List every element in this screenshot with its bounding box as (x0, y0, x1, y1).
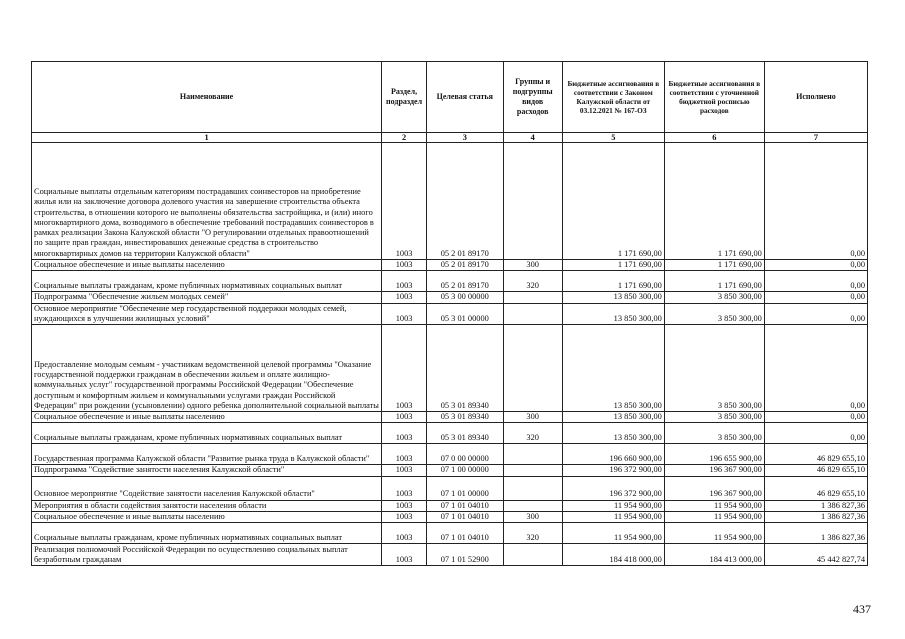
page-number: 437 (853, 602, 871, 616)
row-expense-group: 320 (503, 523, 562, 544)
header-name: Наименование (32, 62, 382, 133)
table-body (32, 143, 868, 566)
row-expense-group (503, 143, 562, 260)
table-row (32, 465, 868, 476)
row-law-allocation: 196 660 900,00 (562, 444, 664, 465)
row-executed: 0,00 (764, 423, 867, 444)
column-number: 5 (562, 133, 664, 143)
row-expense-group (503, 325, 562, 412)
row-target-article: 07 1 01 00000 (427, 476, 504, 500)
table-row (32, 412, 868, 423)
row-target-article: 05 3 01 89340 (427, 423, 504, 444)
table-row (32, 303, 868, 325)
row-refined-allocation: 196 655 900,00 (664, 444, 764, 465)
row-executed: 0,00 (764, 325, 867, 412)
column-number: 2 (382, 133, 427, 143)
row-executed: 0,00 (764, 303, 867, 325)
row-refined-allocation: 11 954 900,00 (664, 500, 764, 511)
table-row (32, 260, 868, 271)
row-executed: 46 829 655,10 (764, 465, 867, 476)
row-law-allocation: 1 171 690,00 (562, 143, 664, 260)
row-target-article: 07 1 01 04010 (427, 523, 504, 544)
row-section: 1003 (382, 143, 427, 260)
row-section: 1003 (382, 544, 427, 566)
row-refined-allocation: 1 171 690,00 (664, 143, 764, 260)
row-law-allocation: 13 850 300,00 (562, 423, 664, 444)
row-target-article: 07 1 01 04010 (427, 500, 504, 511)
row-section: 1003 (382, 423, 427, 444)
row-name: Социальные выплаты отдельным категориям пострадавших соинвесторов на приобретение жилья или на заключение договора долевого участия на завершение строительства объекта строительства, в отношении которого не выполнены обязательства застройщика, и (или) иного многоквартирного дома, возводимого в обеспечение требований пострадавших соинвесторов в рамках реализации Закона Калужской области "О регулировании отдельных правоотношений по защите прав граждан, инвестировавших денежные средства в строительство многоквартирных домов на территории Калужской области" (32, 143, 382, 260)
table-row (32, 423, 868, 444)
column-number: 7 (764, 133, 867, 143)
row-expense-group (503, 476, 562, 500)
row-law-allocation: 13 850 300,00 (562, 325, 664, 412)
row-section: 1003 (382, 271, 427, 292)
row-law-allocation: 1 171 690,00 (562, 260, 664, 271)
row-name: Предоставление молодым семьям - участникам ведомственной целевой программы "Оказание государственной поддержки гражданам в обеспечении жильем и оплате жилищно-коммунальных услуг" государственной программы Российской Федерации "Обеспечение доступным и комфортным жильем и коммунальными услугами граждан Российской Федерации" при рождении (усыновлении) одного ребенка дополнительной социальной выплаты (32, 325, 382, 412)
row-target-article: 05 3 01 89340 (427, 325, 504, 412)
row-refined-allocation: 11 954 900,00 (664, 523, 764, 544)
row-expense-group: 300 (503, 260, 562, 271)
row-name: Подпрограмма "Обеспечение жильем молодых семей" (32, 292, 382, 303)
row-name: Социальное обеспечение и иные выплаты населению (32, 512, 382, 523)
row-refined-allocation: 3 850 300,00 (664, 303, 764, 325)
table-row (32, 292, 868, 303)
header-law-allocation: Бюджетные ассигнования в соответствии с Законом Калужской области от 03.12.2021 № 167-ОЗ (562, 62, 664, 133)
column-number: 4 (503, 133, 562, 143)
row-law-allocation: 196 372 900,00 (562, 476, 664, 500)
row-executed: 0,00 (764, 260, 867, 271)
row-section: 1003 (382, 292, 427, 303)
row-name: Реализация полномочий Российской Федерации по осуществлению социальных выплат безработным гражданам (32, 544, 382, 566)
row-name: Основное мероприятие "Обеспечение мер государственной поддержки молодых семей, нуждающихся в улучшении жилищных условий" (32, 303, 382, 325)
table-row (32, 143, 868, 260)
table-row (32, 325, 868, 412)
row-refined-allocation: 196 367 900,00 (664, 465, 764, 476)
table-row (32, 512, 868, 523)
budget-table (31, 61, 868, 566)
row-law-allocation: 1 171 690,00 (562, 271, 664, 292)
row-executed: 1 386 827,36 (764, 523, 867, 544)
row-section: 1003 (382, 465, 427, 476)
row-section: 1003 (382, 260, 427, 271)
row-executed: 46 829 655,10 (764, 444, 867, 465)
row-name: Мероприятия в области содействия занятости населения области (32, 500, 382, 511)
row-law-allocation: 11 954 900,00 (562, 500, 664, 511)
row-executed: 0,00 (764, 412, 867, 423)
row-law-allocation: 13 850 300,00 (562, 303, 664, 325)
row-section: 1003 (382, 500, 427, 511)
row-name: Социальные выплаты гражданам, кроме публичных нормативных социальных выплат (32, 271, 382, 292)
header-target: Целевая статья (427, 62, 504, 133)
row-law-allocation: 11 954 900,00 (562, 512, 664, 523)
row-executed: 46 829 655,10 (764, 476, 867, 500)
row-target-article: 05 3 00 00000 (427, 292, 504, 303)
row-name: Социальное обеспечение и иные выплаты населению (32, 412, 382, 423)
table-row (32, 444, 868, 465)
row-refined-allocation: 1 171 690,00 (664, 260, 764, 271)
row-expense-group (503, 544, 562, 566)
column-number: 3 (427, 133, 504, 143)
row-expense-group (503, 500, 562, 511)
row-section: 1003 (382, 412, 427, 423)
row-refined-allocation: 3 850 300,00 (664, 423, 764, 444)
row-executed: 0,00 (764, 292, 867, 303)
header-executed: Исполнено (764, 62, 867, 133)
row-law-allocation: 13 850 300,00 (562, 292, 664, 303)
row-name: Социальное обеспечение и иные выплаты населению (32, 260, 382, 271)
row-target-article: 05 2 01 89170 (427, 271, 504, 292)
row-target-article: 05 3 01 89340 (427, 412, 504, 423)
row-expense-group (503, 292, 562, 303)
header-section: Раздел, подраздел (382, 62, 427, 133)
table-row (32, 500, 868, 511)
column-number: 6 (664, 133, 764, 143)
row-expense-group: 300 (503, 512, 562, 523)
row-expense-group: 300 (503, 412, 562, 423)
row-executed: 0,00 (764, 271, 867, 292)
row-section: 1003 (382, 303, 427, 325)
row-section: 1003 (382, 325, 427, 412)
row-target-article: 07 1 01 52900 (427, 544, 504, 566)
row-name: Государственная программа Калужской области "Развитие рынка труда в Калужской области" (32, 444, 382, 465)
row-target-article: 07 0 00 00000 (427, 444, 504, 465)
row-section: 1003 (382, 444, 427, 465)
row-expense-group (503, 303, 562, 325)
row-target-article: 05 2 01 89170 (427, 260, 504, 271)
header-refined-allocation: Бюджетные ассигнования в соответствии с уточненной бюджетной росписью расходов (664, 62, 764, 133)
row-section: 1003 (382, 476, 427, 500)
row-law-allocation: 13 850 300,00 (562, 412, 664, 423)
row-law-allocation: 184 418 000,00 (562, 544, 664, 566)
row-executed: 0,00 (764, 143, 867, 260)
row-target-article: 05 3 01 00000 (427, 303, 504, 325)
row-refined-allocation: 3 850 300,00 (664, 412, 764, 423)
row-law-allocation: 196 372 900,00 (562, 465, 664, 476)
column-number: 1 (32, 133, 382, 143)
row-refined-allocation: 1 171 690,00 (664, 271, 764, 292)
row-target-article: 07 1 01 04010 (427, 512, 504, 523)
row-name: Основное мероприятие "Содействие занятости населения Калужской области" (32, 476, 382, 500)
row-section: 1003 (382, 512, 427, 523)
table-row (32, 523, 868, 544)
row-section: 1003 (382, 523, 427, 544)
row-name: Подпрограмма "Содействие занятости населения Калужской области" (32, 465, 382, 476)
header-groups: Группы и подгруппы видов расходов (503, 62, 562, 133)
row-refined-allocation: 3 850 300,00 (664, 325, 764, 412)
row-executed: 45 442 827,74 (764, 544, 867, 566)
row-executed: 1 386 827,36 (764, 512, 867, 523)
table-row (32, 476, 868, 500)
row-law-allocation: 11 954 900,00 (562, 523, 664, 544)
row-expense-group (503, 444, 562, 465)
row-expense-group: 320 (503, 423, 562, 444)
row-refined-allocation: 11 954 900,00 (664, 512, 764, 523)
row-name: Социальные выплаты гражданам, кроме публичных нормативных социальных выплат (32, 423, 382, 444)
row-refined-allocation: 196 367 900,00 (664, 476, 764, 500)
row-expense-group (503, 465, 562, 476)
table-row (32, 271, 868, 292)
row-refined-allocation: 184 413 000,00 (664, 544, 764, 566)
row-name: Социальные выплаты гражданам, кроме публичных нормативных социальных выплат (32, 523, 382, 544)
row-target-article: 05 2 01 89170 (427, 143, 504, 260)
row-target-article: 07 1 00 00000 (427, 465, 504, 476)
row-executed: 1 386 827,36 (764, 500, 867, 511)
row-refined-allocation: 3 850 300,00 (664, 292, 764, 303)
table-row (32, 544, 868, 566)
row-expense-group: 320 (503, 271, 562, 292)
